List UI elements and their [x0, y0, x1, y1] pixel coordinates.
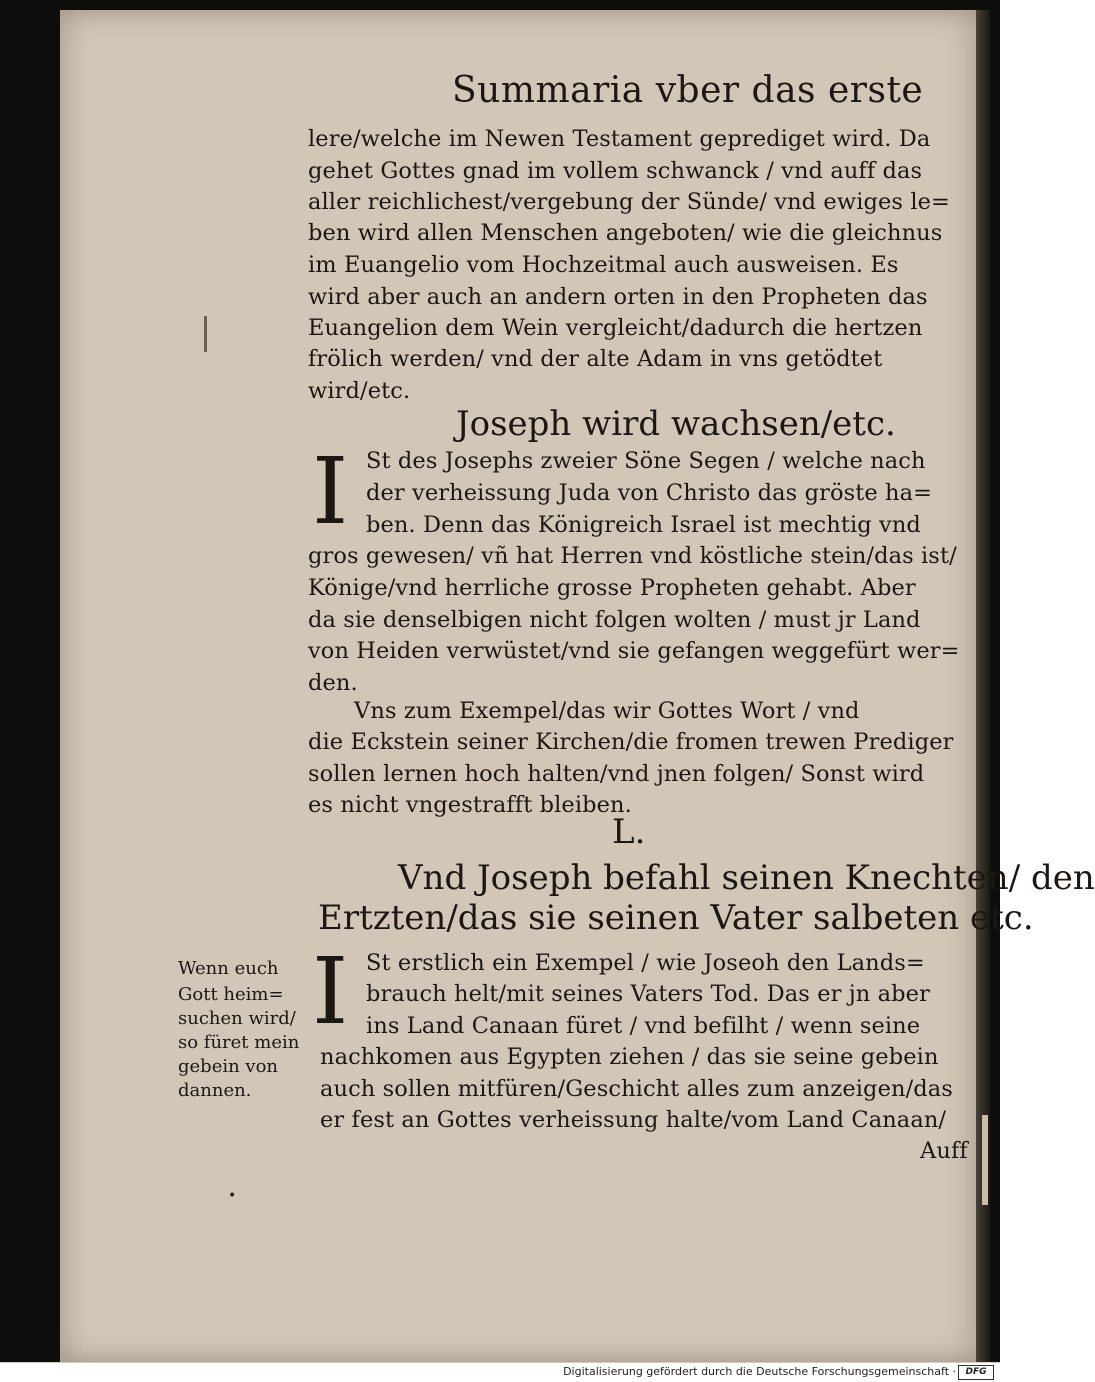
margin-note-line: gebein von: [178, 1056, 279, 1077]
ink-speck: •: [228, 1188, 237, 1204]
margin-note-line: suchen wird/: [178, 1008, 296, 1029]
text-line: nachkomen aus Egypten ziehen / das sie seine gebein: [320, 1044, 939, 1070]
text-line: ben wird allen Menschen angeboten/ wie die gleichnus: [308, 220, 943, 246]
text-line: gros gewesen/ vñ hat Herren vnd köstliche stein/das ist/: [308, 543, 957, 569]
text-line: ben. Denn das Königreich Israel ist mechtig vnd: [366, 512, 921, 538]
decorated-initial: I: [312, 938, 349, 1045]
page-edge-strip: [982, 1115, 988, 1205]
section-heading: Ertzten/das sie seinen Vater salbeten etc.: [318, 898, 1034, 938]
text-line: wird/etc.: [308, 378, 411, 404]
text-line: Vns zum Exempel/das wir Gottes Wort / vnd: [354, 698, 860, 724]
text-line: da sie denselbigen nicht folgen wolten / must jr Land: [308, 607, 921, 633]
running-header: Summaria vber das erste: [452, 70, 924, 111]
ink-mark: [204, 316, 207, 352]
text-line: auch sollen mitfüren/Geschicht alles zum anzeigen/das: [320, 1076, 953, 1102]
text-line: gehet Gottes gnad im vollem schwanck / vnd auff das: [308, 158, 923, 184]
text-line: St des Josephs zweier Söne Segen / welche nach: [366, 448, 926, 474]
text-line: er fest an Gottes verheissung halte/vom Land Canaan/: [320, 1107, 947, 1133]
section-heading: Vnd Joseph befahl seinen Knechten/ den: [398, 858, 1095, 898]
text-line: wird aber auch an andern orten in den Propheten das: [308, 284, 928, 310]
section-marker: L.: [612, 812, 646, 852]
margin-note-line: Gott heim=: [178, 984, 284, 1005]
text-line: der verheissung Juda von Christo das gröste ha=: [366, 480, 933, 506]
text-line: ins Land Canaan füret / vnd befilht / wenn seine: [366, 1013, 921, 1039]
footer-bar: [0, 1362, 1000, 1382]
decorated-initial: I: [312, 438, 349, 545]
text-line: Euangelion dem Wein vergleicht/dadurch die hertzen: [308, 315, 923, 341]
section-heading: Joseph wird wachsen/etc.: [456, 404, 896, 444]
text-line: von Heiden verwüstet/vnd sie gefangen weggefürt wer=: [308, 638, 960, 664]
text-line: im Euangelio vom Hochzeitmal auch ausweisen. Es: [308, 252, 899, 278]
text-line: Könige/vnd herrliche grosse Propheten gehabt. Aber: [308, 575, 916, 601]
margin-note-line: dannen.: [178, 1080, 252, 1101]
margin-note-line: so füret mein: [178, 1032, 300, 1053]
text-line: brauch helt/mit seines Vaters Tod. Das er jn aber: [366, 981, 930, 1007]
margin-note-line: Wenn euch: [178, 958, 279, 979]
text-line: St erstlich ein Exempel / wie Joseoh den Lands=: [366, 950, 925, 976]
dfg-logo-icon: DFG: [958, 1365, 994, 1380]
text-line: die Eckstein seiner Kirchen/die fromen trewen Prediger: [308, 729, 954, 755]
text-line: frölich werden/ vnd der alte Adam in vns getödtet: [308, 346, 883, 372]
text-line: aller reichlichest/vergebung der Sünde/ vnd ewiges le=: [308, 189, 950, 215]
funding-notice: Digitalisierung gefördert durch die Deutsche Forschungsgemeinschaft ·: [563, 1365, 956, 1378]
text-line: den.: [308, 670, 358, 696]
catchword: Auff: [920, 1138, 968, 1164]
text-line: lere/welche im Newen Testament geprediget wird. Da: [308, 126, 931, 152]
text-line: sollen lernen hoch halten/vnd jnen folgen/ Sonst wird: [308, 761, 925, 787]
text-line: es nicht vngestrafft bleiben.: [308, 792, 632, 818]
